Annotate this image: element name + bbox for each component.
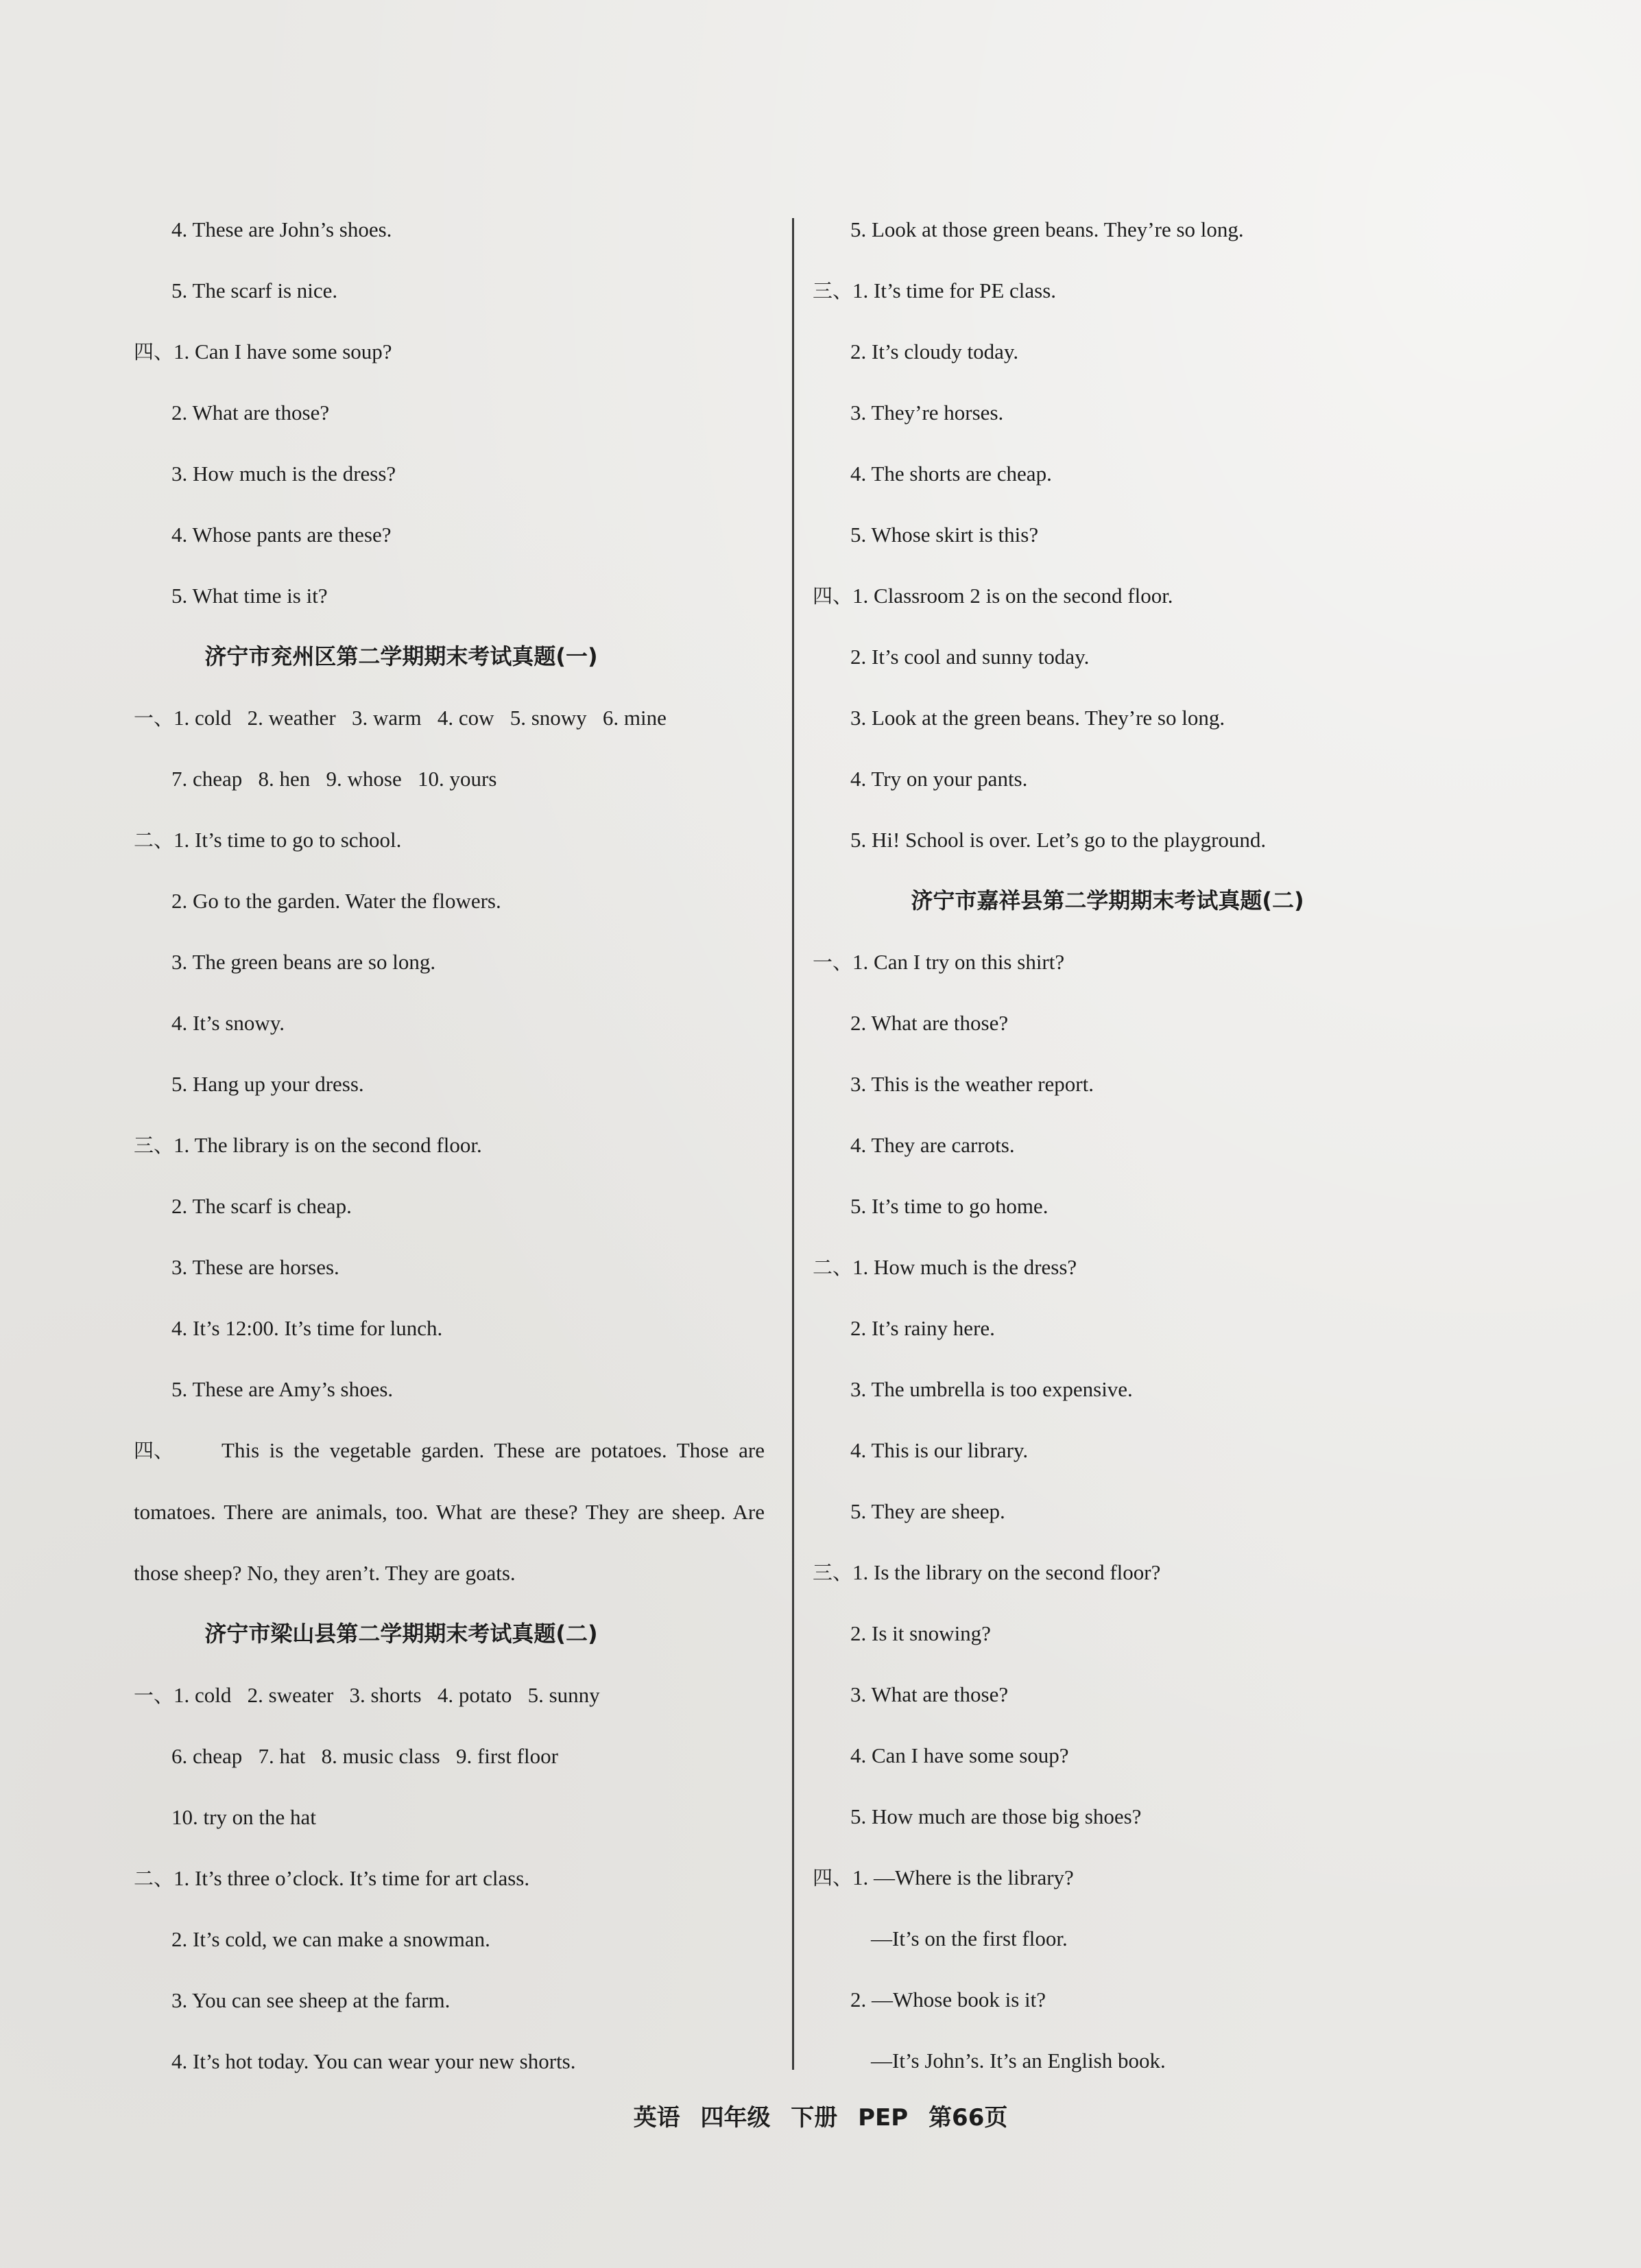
section-first-line <box>813 565 1361 626</box>
footer-edition: PEP <box>858 2104 909 2132</box>
section-first-line <box>134 321 778 382</box>
answer-line: 5. How much are those big shoes? <box>850 1804 1142 1828</box>
answer-line: 5. What time is it? <box>171 584 328 608</box>
answer-text: 1. —Where is the library? <box>852 1865 1074 1889</box>
answer-line: 4. This is our library. <box>850 1438 1029 1462</box>
answer-line: 3. This is the weather report. <box>850 1072 1094 1096</box>
answer-text: 1. It’s time to go to school. <box>173 828 402 852</box>
section-paragraph <box>134 1420 765 1603</box>
answer-text: 1. Can I try on this shirt? <box>852 950 1065 974</box>
section-first-line <box>813 260 1361 321</box>
answer-line: 2. It’s cloudy today. <box>850 339 1019 363</box>
answer-text: 1. The library is on the second floor. <box>173 1133 482 1157</box>
page-footer <box>0 2099 1641 2132</box>
section-marker: 四、 <box>134 1439 174 1462</box>
section-first-line <box>134 1114 778 1175</box>
answer-line: 2. Is it snowing? <box>850 1621 991 1645</box>
footer-grade: 四年级 <box>700 2104 771 2132</box>
answer-line: 10. try on the hat <box>171 1805 316 1829</box>
answer-line: 5. Whose skirt is this? <box>850 523 1039 547</box>
section-marker: 三、 <box>134 1134 174 1157</box>
exam-title: 济宁市梁山县第二学期期末考试真题(二) <box>204 1621 598 1647</box>
section-first-line <box>813 1237 1361 1298</box>
answer-line: 4. These are John’s shoes. <box>171 217 392 241</box>
answer-line: 5. It’s time to go home. <box>850 1194 1049 1218</box>
answer-line: 5. Hang up your dress. <box>171 1072 364 1096</box>
answer-text: 1. It’s three o’clock. It’s time for art class. <box>173 1866 530 1890</box>
left-column <box>134 199 778 2092</box>
answer-line: 5. These are Amy’s shoes. <box>171 1377 394 1401</box>
answer-line: 5. The scarf is nice. <box>171 278 338 302</box>
answer-line: 2. It’s rainy here. <box>850 1316 995 1340</box>
section-marker: 一、 <box>134 706 174 730</box>
answer-text: 1. Is the library on the second floor? <box>852 1560 1161 1584</box>
answer-line: 2. —Whose book is it? <box>850 1988 1046 2012</box>
answer-line: —It’s on the first floor. <box>871 1926 1068 1950</box>
answer-line: 2. It’s cool and sunny today. <box>850 645 1090 669</box>
answer-text: 1. Classroom 2 is on the second floor. <box>852 584 1173 608</box>
answer-line: 3. The umbrella is too expensive. <box>850 1377 1133 1401</box>
section-marker: 二、 <box>134 828 174 852</box>
section-marker: 四、 <box>134 340 174 363</box>
column-divider <box>792 218 794 2070</box>
exam-title: 济宁市嘉祥县第二学期期末考试真题(二) <box>911 887 1304 914</box>
answer-line: —It’s John’s. It’s an English book. <box>871 2049 1166 2073</box>
answer-line: 2. Go to the garden. Water the flowers. <box>171 889 501 913</box>
section-marker: 三、 <box>813 1561 853 1584</box>
answer-line: 5. Look at those green beans. They’re so long. <box>850 217 1244 241</box>
answer-line: 6. cheap 7. hat 8. music class 9. first floor <box>171 1744 558 1768</box>
section-marker: 三、 <box>813 279 853 302</box>
section-first-line <box>134 1848 778 1909</box>
answer-text: 1. cold 2. sweater 3. shorts 4. potato 5. sunny <box>173 1683 600 1707</box>
section-marker: 四、 <box>813 1866 853 1889</box>
answer-line: 2. What are those? <box>850 1011 1009 1035</box>
answer-text: 1. It’s time for PE class. <box>852 278 1057 302</box>
answer-line: 2. What are those? <box>171 401 330 425</box>
answer-line: 7. cheap 8. hen 9. whose 10. yours <box>171 767 497 791</box>
answer-line: 3. How much is the dress? <box>171 462 396 486</box>
answer-line: 2. It’s cold, we can make a snowman. <box>171 1927 490 1951</box>
section-first-line <box>813 931 1361 992</box>
exam-title: 济宁市兖州区第二学期期末考试真题(一) <box>204 643 598 669</box>
answer-line: 3. Look at the green beans. They’re so long. <box>850 706 1225 730</box>
section-marker: 一、 <box>134 1684 174 1707</box>
answer-line: 3. What are those? <box>850 1682 1009 1706</box>
answer-text: 1. Can I have some soup? <box>173 339 392 363</box>
section-marker: 四、 <box>813 584 853 608</box>
answer-line: 4. It’s hot today. You can wear your new shorts. <box>171 2049 576 2073</box>
section-first-line <box>813 1847 1361 1908</box>
section-first-line <box>134 1664 778 1726</box>
answer-line: 5. They are sheep. <box>850 1499 1005 1523</box>
answer-line: 4. Can I have some soup? <box>850 1743 1069 1767</box>
section-first-line <box>134 809 778 870</box>
footer-subject: 英语 <box>633 2104 680 2132</box>
answer-text: This is the vegetable garden. These are potatoes. Those are tomatoes. There are animals, too. What are these? They are sheep. Are those sheep? No, they aren’t. They are goats. <box>134 1438 765 1585</box>
answer-line: 3. You can see sheep at the farm. <box>171 1988 451 2012</box>
answer-line: 3. These are horses. <box>171 1255 339 1279</box>
answer-line: 3. The green beans are so long. <box>171 950 436 974</box>
answer-line: 4. They are carrots. <box>850 1133 1015 1157</box>
answer-line: 4. Try on your pants. <box>850 767 1028 791</box>
answer-line: 2. The scarf is cheap. <box>171 1194 352 1218</box>
footer-volume: 下册 <box>791 2104 838 2132</box>
answer-line: 3. They’re horses. <box>850 401 1004 425</box>
answer-line: 5. Hi! School is over. Let’s go to the playground. <box>850 828 1267 852</box>
section-marker: 一、 <box>813 951 853 974</box>
right-column <box>813 199 1361 2091</box>
section-marker: 二、 <box>134 1867 174 1890</box>
answer-line: 4. It’s 12:00. It’s time for lunch. <box>171 1316 443 1340</box>
section-first-line <box>813 1542 1361 1603</box>
footer-page-number: 第66页 <box>929 2104 1008 2132</box>
answer-line: 4. Whose pants are these? <box>171 523 392 547</box>
section-first-line <box>134 687 778 748</box>
answer-line: 4. It’s snowy. <box>171 1011 285 1035</box>
answer-text: 1. cold 2. weather 3. warm 4. cow 5. snowy 6. mine <box>173 706 667 730</box>
answer-line: 4. The shorts are cheap. <box>850 462 1052 486</box>
section-marker: 二、 <box>813 1256 853 1279</box>
answer-text: 1. How much is the dress? <box>852 1255 1077 1279</box>
